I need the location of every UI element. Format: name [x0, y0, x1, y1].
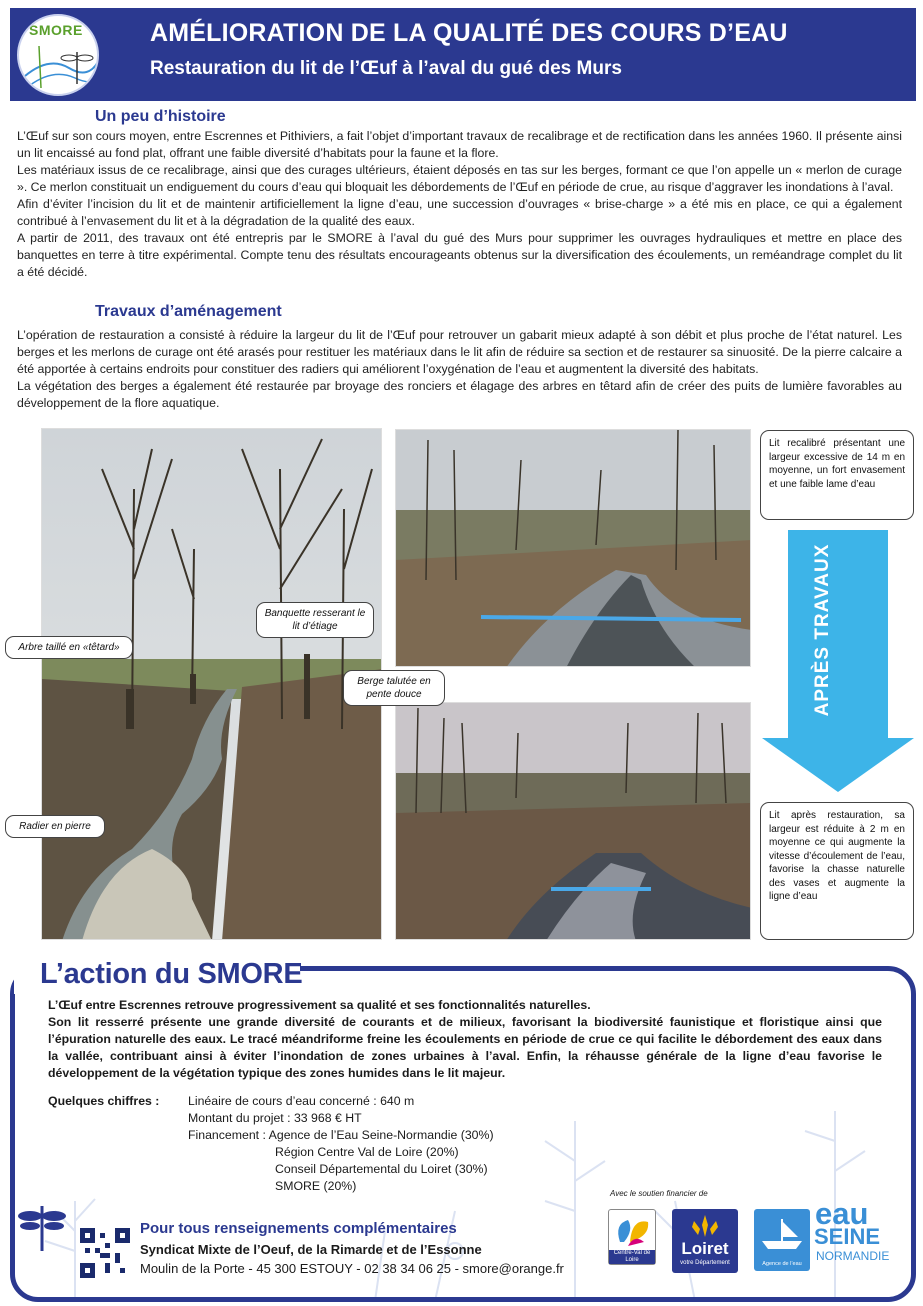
- down-arrow-icon: [762, 530, 914, 792]
- callout-radier: Radier en pierre: [5, 815, 105, 838]
- smore-paragraph: L’Œuf entre Escrennes retrouve progressivement sa qualité et ses fonctionnalités naturelles.: [48, 998, 591, 1012]
- smore-text: [48, 997, 882, 1082]
- figure-item: Linéaire de cours d’eau concerné : 640 m: [188, 1094, 415, 1108]
- note-before: Lit recalibré présentant une largeur excessive de 14 m en moyenne, un fort envasement et une faible lame d’eau: [760, 430, 914, 520]
- loiret-label: Loiret: [681, 1239, 729, 1258]
- agence-label: Agence de l’eau: [762, 1261, 802, 1267]
- history-paragraph: A partir de 2011, des travaux ont été entrepris par le SMORE à l’aval du gué des Murs pour supprimer les ouvrages hydrauliques et mettre en place des banquettes en terre à titre expérimental. Compte tenu des résultats encourageants obtenus sur la diversification des écoulements, un reméandrage complet du lit a été décidé.: [17, 231, 902, 279]
- dragonfly-icon: [12, 1196, 72, 1256]
- eau-label: eau: [815, 1196, 869, 1231]
- qr-code-icon[interactable]: [79, 1228, 131, 1278]
- centre-val-de-loire-logo: [608, 1209, 656, 1265]
- smore-title: L’action du SMORE: [40, 958, 303, 990]
- works-heading: Travaux d’aménagement: [95, 303, 282, 320]
- centre-label: Centre-Val de Loire: [609, 1250, 655, 1264]
- page-subtitle: Restauration du lit de l’Œuf à l’aval du gué des Murs: [150, 58, 622, 79]
- figures-label: Quelques chiffres :: [48, 1094, 160, 1108]
- arrow-label: APRÈS TRAVAUX: [812, 543, 833, 717]
- contact-title: Pour tous renseignements complémentaires: [140, 1220, 457, 1237]
- funder-item: SMORE (20%): [275, 1179, 357, 1193]
- main-photo: [41, 428, 382, 940]
- agence-de-l-eau-logo: [754, 1209, 810, 1271]
- page-title: AMÉLIORATION DE LA QUALITÉ DES COURS D’EAU: [150, 19, 788, 47]
- history-section: [17, 128, 902, 281]
- figures-list: [188, 1093, 494, 1195]
- works-section: [17, 327, 902, 412]
- history-paragraph: L’Œuf sur son cours moyen, entre Escrennes et Pithiviers, a fait l’objet d’important travaux de recalibrage et de rectification dans les années 1960. Il présente ainsi un lit encaissé au fond plat, offrant une faible diversité d’habitats pour la faune et la flore.: [17, 129, 902, 160]
- smore-paragraph: Son lit resserré présente une grande diversité de courants et de milieux, favorisant la biodiversité faunistique et floristique ainsi que l’épuration naturelle des eaux. Le tracé méandriforme freine les écoulements en période de crue ce qui facilite le débordement des eaux dans la vallée, contribuant ainsi à éviter l’inondation de zones urbaines à l’aval. Enfin, la réhausse générale de la ligne d’eau favorise le développement de la végétation typique des zones humides dans le lit majeur.: [48, 1015, 882, 1080]
- dragonfly-icon: [19, 16, 99, 96]
- funder-item: Conseil Départemental du Loiret (30%): [275, 1162, 488, 1176]
- seine-label: SEINE: [814, 1224, 881, 1249]
- smore-logo: [17, 14, 99, 96]
- normandie-label: NORMANDIE: [816, 1249, 890, 1263]
- history-paragraph: Afin d’éviter l’incision du lit et de maintenir artificiellement la ligne d’eau, une succession d’ouvrages « brise-charge » a été mis en place, ce qui a également contribué à l’envasement du lit et à la dégradation de la qualité des eaux.: [17, 197, 902, 228]
- loiret-sub: votre Département: [680, 1260, 730, 1266]
- callout-banquette: Banquette resserant le lit d’étiage: [256, 602, 374, 638]
- contact-address: Moulin de la Porte - 45 300 ESTOUY - 02 38 34 06 25 - smore@orange.fr: [140, 1261, 564, 1276]
- logo-text: SMORE: [29, 22, 83, 38]
- history-paragraph: Les matériaux issus de ce recalibrage, ainsi que des curages ultérieurs, étaient déposés en tas sur les berges, formant ce que l’on appelle un « merlon de curage ». Ce merlon constituait un endiguement du cours d’eau qui bloquait les débordements de l’Œuf en période de crue, au risque d’aggraver les inondations à l’aval.: [17, 163, 902, 194]
- callout-tetard: Arbre taillé en «têtard»: [5, 636, 133, 659]
- callout-berge: Berge talutée en pente douce: [343, 670, 445, 706]
- support-text: Avec le soutien financier de: [610, 1189, 708, 1198]
- note-after: Lit après restauration, sa largeur est réduite à 2 m en moyenne ce qui augmente la vitesse d’écoulement de l’eau, favorise la chasse naturelle des vases et augmente la ligne d’eau: [760, 802, 914, 940]
- figure-item: Financement : Agence de l’Eau Seine-Normandie (30%): [188, 1128, 494, 1142]
- funder-item: Région Centre Val de Loire (20%): [275, 1145, 459, 1159]
- loiret-logo: [672, 1209, 738, 1273]
- contact-org: Syndicat Mixte de l’Oeuf, de la Rimarde et de l’Essonne: [140, 1242, 482, 1257]
- history-heading: Un peu d’histoire: [95, 108, 226, 125]
- before-photo: [395, 429, 751, 667]
- figure-item: Montant du projet : 33 968 € HT: [188, 1111, 362, 1125]
- after-photo: [395, 702, 751, 940]
- works-paragraph: La végétation des berges a également été restaurée par broyage des ronciers et élagage des arbres en têtard afin de créer des puits de lumière favorables au développement de la flore aquatique.: [17, 379, 902, 410]
- works-paragraph: L’opération de restauration a consisté à réduire la largeur du lit de l’Œuf pour retrouver un gabarit mieux adapté à son débit et plus proche de l’état naturel. Les berges et les merlons de curage ont été arasés pour restituer les matériaux dans le lit afin de réduire sa section et de restaurer sa sinuosité. De la pierre calcaire a été apportée à certains endroits pour constituer des radiers qui améliorent l’oxygénation de l’eau et augmentent la diversité des habitats.: [17, 328, 902, 376]
